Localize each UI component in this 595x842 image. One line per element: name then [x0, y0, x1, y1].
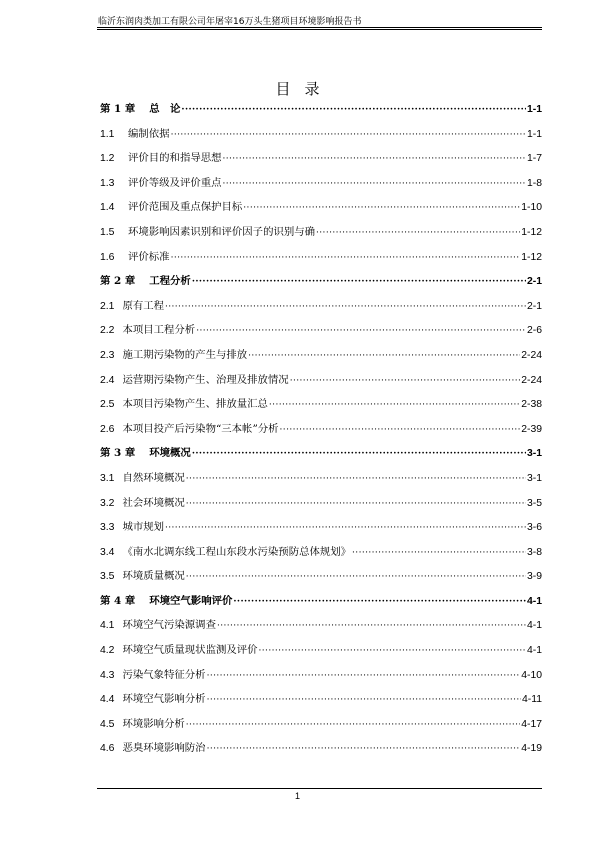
- toc-entry-label: 编制依据: [128, 127, 170, 140]
- toc-entry-number: 3.4: [100, 546, 115, 558]
- toc-entry-page: 4-1: [526, 645, 542, 657]
- toc-leader-dots: [233, 597, 526, 607]
- toc-entry-page: 2-24: [521, 349, 542, 361]
- toc-entry-page: 1-10: [521, 202, 542, 214]
- toc-entry-number: 4.2: [100, 645, 115, 657]
- toc-entry-label: 环境质量概况: [122, 570, 185, 583]
- toc-entry-number: 4.4: [100, 694, 115, 706]
- toc-section-entry[interactable]: [100, 174, 542, 199]
- toc-entry-page: 3-1: [526, 472, 542, 484]
- toc-leader-dots: [217, 621, 526, 631]
- toc-entry-number: 1.1: [100, 128, 115, 140]
- toc-entry-page: 1-1: [526, 104, 542, 115]
- toc-entry-label: 恶臭环境影响防治: [122, 742, 206, 755]
- toc-entry-page: 4-10: [521, 669, 542, 681]
- toc-entry-label: 评价范围及重点保护目标: [128, 201, 243, 214]
- toc-entry-number: 3.1: [100, 472, 115, 484]
- toc-entry-number: 3.5: [100, 571, 115, 583]
- toc-entry-number: 1.2: [100, 153, 115, 165]
- toc-leader-dots: [223, 179, 526, 189]
- toc-chapter-entry[interactable]: [100, 444, 542, 469]
- toc-section-entry[interactable]: [100, 616, 542, 641]
- toc-leader-dots: [171, 253, 521, 263]
- toc-entry-page: 1-7: [526, 153, 542, 165]
- toc-entry-number: 2.2: [100, 325, 115, 337]
- toc-leader-dots: [186, 720, 520, 730]
- toc-entry-page: 2-38: [521, 399, 542, 411]
- toc-entry-page: 4-17: [521, 718, 542, 730]
- toc-entry-label: 评价标准: [128, 250, 170, 263]
- toc-leader-dots: [181, 105, 526, 115]
- toc-section-entry[interactable]: [100, 223, 542, 248]
- header-rule: [97, 27, 542, 28]
- toc-entry-number: 1.5: [100, 226, 115, 238]
- toc-entry-page: 3-1: [526, 448, 542, 460]
- toc-section-entry[interactable]: [100, 420, 542, 445]
- toc-entry-page: 1-1: [526, 128, 542, 140]
- toc-leader-dots: [280, 425, 521, 435]
- toc-entry-page: 2-24: [521, 374, 542, 386]
- toc-section-entry[interactable]: [100, 543, 542, 568]
- toc-entry-page: 4-11: [521, 694, 542, 706]
- toc-entry-page: 1-12: [521, 251, 542, 263]
- toc-entry-number: 3.3: [100, 522, 115, 534]
- toc-entry-page: 2-1: [526, 300, 542, 312]
- header-rule-double: [97, 29, 542, 30]
- toc-section-entry[interactable]: [100, 641, 542, 666]
- toc-entry-number: 4.6: [100, 743, 115, 755]
- toc-entry-label: 《南水北调东线工程山东段水污染预防总体规划》: [122, 545, 352, 558]
- toc-entry-label: 环境影响因素识别和评价因子的识别与确: [128, 225, 316, 238]
- toc-chapter-entry[interactable]: [100, 592, 542, 617]
- toc-entry-number: 4.5: [100, 718, 115, 730]
- toc-section-entry[interactable]: [100, 321, 542, 346]
- toc-title: 目录: [275, 80, 334, 98]
- toc-section-entry[interactable]: [100, 395, 542, 420]
- toc-entry-page: 2-39: [521, 423, 542, 435]
- toc-entry-number: 2.6: [100, 423, 115, 435]
- toc-entry-number: 4.3: [100, 669, 115, 681]
- toc-leader-dots: [192, 449, 526, 459]
- toc-section-entry[interactable]: [100, 297, 542, 322]
- toc-section-entry[interactable]: [100, 567, 542, 592]
- toc-leader-dots: [192, 277, 526, 287]
- toc-entry-label: 环境概况: [149, 447, 191, 460]
- toc-section-entry[interactable]: [100, 469, 542, 494]
- toc-leader-dots: [223, 154, 526, 164]
- toc-entry-number: 3.2: [100, 497, 115, 509]
- toc-leader-dots: [269, 400, 520, 410]
- toc-entry-label: 本项目工程分析: [122, 324, 196, 337]
- toc-entry-page: 3-9: [526, 571, 542, 583]
- toc-entry-label: 环境影响分析: [122, 717, 185, 730]
- toc-entry-label: 原有工程: [122, 299, 165, 312]
- toc-entry-number: 第 4 章: [100, 594, 136, 607]
- toc-entry-label: 评价等级及评价重点: [128, 176, 222, 189]
- toc-entry-label: 污染气象特征分析: [122, 668, 206, 681]
- toc-section-entry[interactable]: [100, 494, 542, 519]
- toc-leader-dots: [259, 646, 526, 656]
- toc-section-entry[interactable]: [100, 518, 542, 543]
- toc-entry-label: 本项目污染物产生、排放量汇总: [122, 398, 268, 411]
- toc-entry-page: 1-12: [521, 226, 542, 238]
- toc-leader-dots: [165, 523, 526, 533]
- toc-section-entry[interactable]: [100, 715, 542, 740]
- toc-entry-page: 4-1: [526, 620, 542, 632]
- toc-entry-number: 1.6: [100, 251, 115, 263]
- toc-section-entry[interactable]: [100, 346, 542, 371]
- toc-entry-page: 3-6: [526, 522, 542, 534]
- toc-entry-label: 施工期污染物的产生与排放: [122, 348, 248, 361]
- table-of-contents: [100, 100, 542, 764]
- toc-entry-number: 2.1: [100, 300, 115, 312]
- toc-entry-number: 第 1 章: [100, 103, 136, 115]
- toc-leader-dots: [290, 376, 521, 386]
- toc-entry-page: 1-8: [526, 177, 542, 189]
- toc-leader-dots: [316, 228, 520, 238]
- toc-entry-label: 本项目投产后污染物“三本帐”分析: [122, 422, 279, 435]
- toc-entry-page: 2-6: [526, 325, 542, 337]
- toc-entry-label: 总 论: [149, 103, 181, 115]
- toc-leader-dots: [352, 548, 526, 558]
- toc-section-entry[interactable]: [100, 149, 542, 174]
- toc-leader-dots: [186, 499, 526, 509]
- toc-leader-dots: [186, 474, 526, 484]
- toc-section-entry[interactable]: [100, 371, 542, 396]
- toc-chapter-entry[interactable]: [100, 100, 542, 125]
- toc-leader-dots: [186, 572, 526, 582]
- toc-entry-number: 1.4: [100, 202, 115, 214]
- toc-entry-page: 3-8: [526, 546, 542, 558]
- toc-entry-number: 2.4: [100, 374, 115, 386]
- page-number: 1: [294, 791, 300, 801]
- toc-entry-label: 评价目的和指导思想: [128, 152, 222, 165]
- toc-entry-page: 2-1: [526, 276, 542, 288]
- toc-section-entry[interactable]: [100, 198, 542, 223]
- toc-entry-label: 城市规划: [122, 521, 165, 534]
- toc-section-entry[interactable]: [100, 248, 542, 273]
- toc-leader-dots: [196, 326, 526, 336]
- toc-entry-label: 环境空气影响分析: [122, 693, 206, 706]
- toc-section-entry[interactable]: [100, 666, 542, 691]
- toc-entry-label: 环境空气影响评价: [149, 594, 233, 607]
- toc-section-entry[interactable]: [100, 125, 542, 150]
- toc-entry-page: 3-5: [526, 497, 542, 509]
- toc-leader-dots: [207, 744, 521, 754]
- toc-entry-page: 4-19: [521, 743, 542, 755]
- toc-leader-dots: [243, 203, 520, 213]
- toc-entry-number: 第 2 章: [100, 275, 136, 288]
- toc-section-entry[interactable]: [100, 739, 542, 764]
- toc-entry-number: 4.1: [100, 620, 115, 632]
- toc-section-entry[interactable]: [100, 690, 542, 715]
- toc-entry-label: 社会环境概况: [122, 496, 185, 509]
- toc-entry-label: 工程分析: [149, 275, 191, 288]
- running-header: 临沂东润肉类加工有限公司年屠宰16万头生猪项目环境影响报告书: [98, 17, 362, 27]
- toc-leader-dots: [248, 351, 520, 361]
- toc-leader-dots: [207, 695, 521, 705]
- toc-chapter-entry[interactable]: [100, 272, 542, 297]
- toc-entry-label: 环境空气质量现状监测及评价: [122, 644, 258, 657]
- toc-entry-number: 第 3 章: [100, 447, 136, 460]
- toc-entry-number: 1.3: [100, 177, 115, 189]
- toc-leader-dots: [171, 130, 526, 140]
- toc-entry-label: 环境空气污染源调查: [122, 619, 216, 632]
- toc-entry-label: 自然环境概况: [122, 471, 185, 484]
- toc-entry-number: 2.5: [100, 399, 115, 411]
- toc-leader-dots: [165, 302, 526, 312]
- toc-entry-page: 4-1: [526, 595, 542, 607]
- footer-rule: [97, 788, 542, 789]
- toc-entry-label: 运营期污染物产生、治理及排放情况: [122, 373, 289, 386]
- toc-leader-dots: [207, 671, 521, 681]
- toc-entry-number: 2.3: [100, 349, 115, 361]
